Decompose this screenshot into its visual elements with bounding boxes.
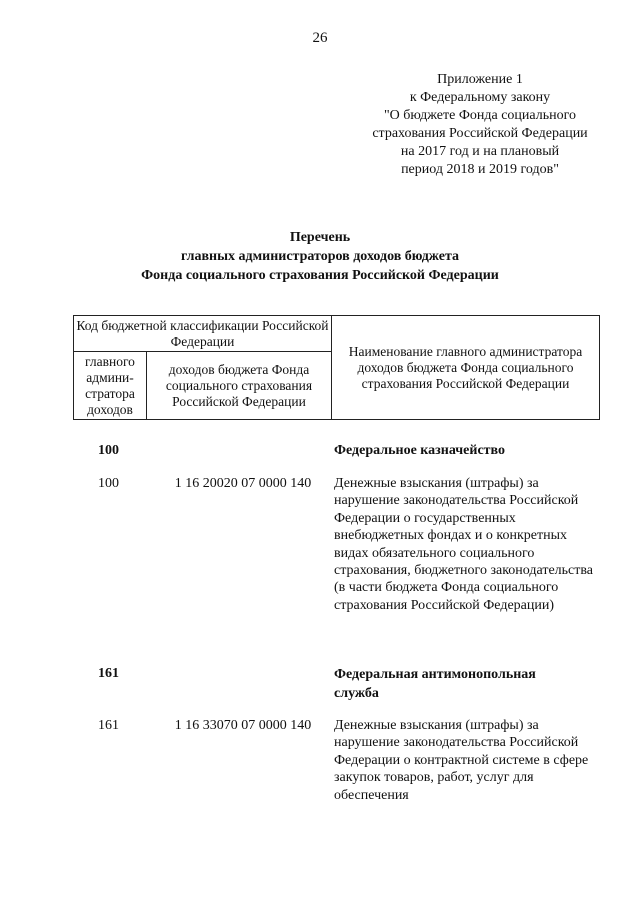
- row-revenue-code: 1 16 20020 07 0000 140: [174, 476, 312, 491]
- appendix-line: период 2018 и 2019 годов": [401, 162, 559, 177]
- row-revenue-code: 1 16 33070 07 0000 140: [174, 718, 312, 733]
- revenue-column-header: доходов бюджета Фонда социального страхования Российской Федерации: [147, 352, 332, 420]
- row-admin-name: Федеральное казначейство: [334, 443, 506, 458]
- title-line: Перечень: [289, 230, 351, 245]
- appendix-line: страхования Российской Федерации: [372, 126, 588, 141]
- page-number: 26: [312, 30, 328, 46]
- appendix-line: Приложение 1: [437, 72, 523, 87]
- row-admin-name: Федеральная антимонопольная служба: [334, 667, 536, 701]
- row-admin-code: 100: [98, 476, 119, 491]
- appendix-line: на 2017 год и на плановый: [400, 144, 560, 159]
- appendix-note: [340, 71, 620, 179]
- table-header: [73, 315, 600, 420]
- title-line: главных администраторов доходов бюджета: [180, 249, 460, 264]
- row-admin-name: Денежные взыскания (штрафы) за нарушение законодательства Российской Федерации о контрактной системе в сфере закупок товаров, работ, услуг для обеспечения: [334, 718, 589, 803]
- code-group-header: Код бюджетной классификации Российской Федерации: [74, 316, 332, 352]
- name-column-header: Наименование главного администратора доходов бюджета Фонда социального страхования Российской Федерации: [332, 316, 600, 420]
- admin-column-header: главного админи- стратора доходов: [74, 352, 147, 420]
- row-admin-code: 161: [98, 718, 119, 733]
- row-admin-code: 100: [98, 443, 119, 458]
- document-title: [60, 228, 580, 285]
- title-line: Фонда социального страхования Российской Федерации: [141, 268, 499, 283]
- appendix-line: "О бюджете Фонда социального: [383, 108, 577, 123]
- row-admin-code: 161: [98, 666, 119, 681]
- appendix-line: к Федеральному закону: [409, 90, 551, 105]
- row-admin-name: Денежные взыскания (штрафы) за нарушение законодательства Российской Федерации о государственных внебюджетных фондах и о конкретных видах обязательного социального страхования, бюджетного законодательства (в части бюджета Фонда социального страхования Российской Федерации): [334, 476, 594, 613]
